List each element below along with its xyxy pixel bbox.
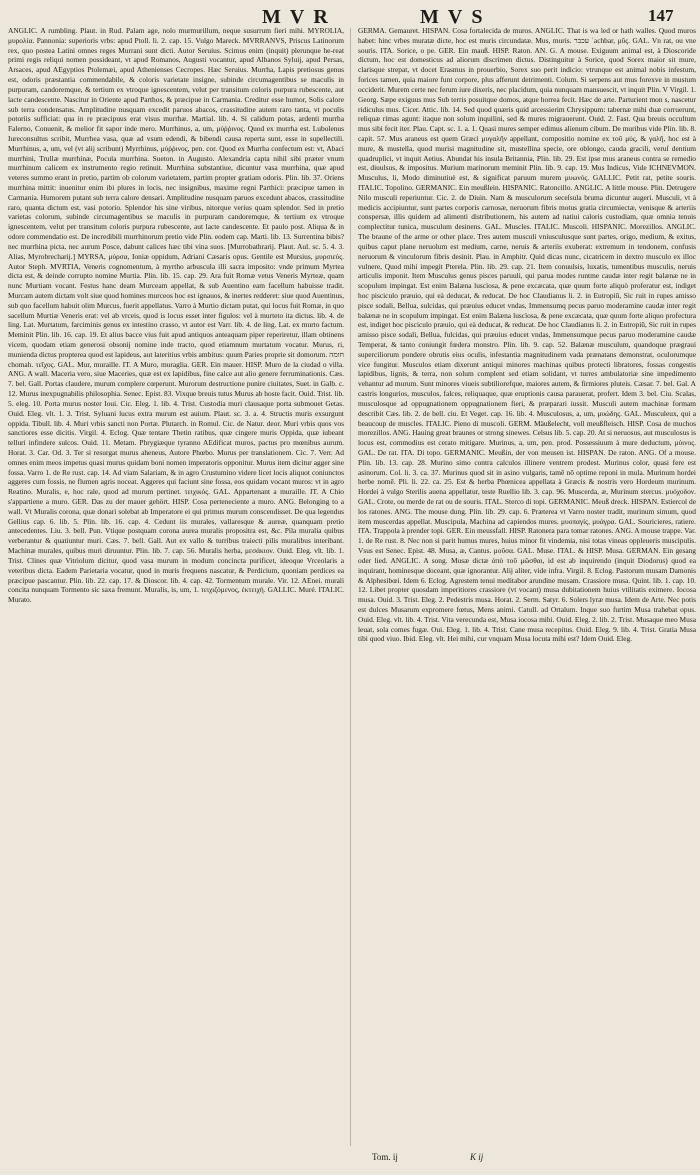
left-column-text: ANGLIC. A rumbling. Plaut. in Rud. Palam age, nolo murmurillum, neque susurrum fieri mihi. MYROLIA, μυρολία. Pannonia: superioris vrbs: apud Ptoll. li. 2. cap. 15. Vulgo Mareck. MVRRANVS, Priscus Latinorum rex, quo postea Latini omnes reges Murrani sunt dicti. Autor Seruius. Scimus enim (inquit) plerunque he-reat primi regis reliqui nomen possideant, vt apud Romanos, Augusti vocantur, apud Albanos Syluij, apud Persas, Arsaces, apud AEgyptios Ptolemæi, apud Athenienses Cecropes. Hæc Seruius. Murrha, Lapis pretiosus genus est, odoris præstantia commendabile, & coloris varietate insigne, subinde circumagentibus se maculis in purpuram, candoremque, & tertium ex vtroque ignescentem, velut per transitum coloris purpura rubescente, aut lacte candescente. Nascitur in Oriente apud Parthos, & præcipue in Carmania. Creditur esse humor, Solis calore sub terra condensatus. Amplitudine nusquam excedit paruos abacos, crassitudine autem raro tanta, vt poculis potoriis sufficiat: qua in re præcipuus erat visus murrhæ. Martial. lib. 4. Si calidum potas, ardenti murrha Falerno, Conuenit, & melior fit sapor inde mero. Murrhinus, a, um, μύῤῥινος. Quod ex murrha est. Lubolenus Iureconsultus scribit, Murrhea vasa, quæ ad vsum edendi, & bibendi causa reperta sunt, esse in supellectili. Murrhinus, a, um, vel (vt alij scribunt) Myrrhinus, μύῤῥινος, pen. cor. Quod ex Murrha confectum est: vt, Abaci murrhini, Trullæ murrhinæ, Pocula murrhina. Sueton. in Augusto. Alexandria capta nihil sibi præter vnum murrhinum calicem ex instrumento regio retinuit. Murrhina substantiue, dicuntur vasa murrhina, quæ apud veteres summo erant in pretio, partim ob colorum varietatem, partim propter gratiam odoris. Plin. lib. 37. Oriens murrhina mittit: inuenitur enim ibi plures in locis, nec insignibus, maxime regni Parthici: præcipue tamen in Carmania. Humorem putant sub terra calore densari. Amplitudine nusquam paruos excedunt abacos, crassitudine raro, quanta dictum est, vasi potorio. Splendor his sine viribus, nitorque verius quam splendor. Sed in pretio varietas colorum, subinde circumagentibus se maculis in purpuram candoremque, & tertium ex vtroque ignescentem, velut per transitum coloris purpura rubescente, aut lacte candescente. Et paulo post. Aliqua & in odore commendatio est. De incredibili murrhinorum pretio vide Plin. eodem cap. Marti. lib. 13. Surrentina bibis? nec murrhina picta, nec aurum Posce, dabunt calices hæc tibi vina suos. [Murrobathrarij. Plaut. Aul. sc. 5. 4. 3. Alias, Myrobrecharij.] MYRSA, μύρσα, Ioniæ oppidum, Adriani Cæsaris opus. Gentile est Mursius, μυρσιεύς. Autor Steph. MVRTIA, Veneris cognomentum, à myrtho arbuscula illi sacra imposito: vnde primum Myrtea dicta est, & deinde corrupto nomine Murtia. Plin. lib. 15. cap. 29. Ara fuit Romæ vetus Veneris Myrteæ, quam nunc Murtiam vocant. Festus hanc deam Murceam appellat, & sub Auentino eam facellum habuisse tradit. Murcam autem dictam volt siue quod homines murceos hoc est ignauos, & inertes redderet: siue quod Auentinus, sub quo facellum habuit olim Murcus, fuerit appellatus. Varro à Murtio dictam putat, qui locus fuit Romæ, in quo sacellum Murtiæ Veneris erat: vel ab vrceis, quod is locus esset inter figulos: vel à murteto ita dictus. lib. 4. de ling. Lat. Murtatum, farciminis genus ex intestino crasso, vt autor est Varr. lib. 4. de ling. Lat. ex murto factum. Meminit Plin. lib. 16. cap. 19. Et alius bacce vius fuit apud antiquos anteaquam piper reperiretur, illam obtinens vicem, quodam etiam generosi obsonij nomine inde tracto, quod etiamnum murtatum vocatur. Murus, ri, munienda dictus propterea quod est lapideus, aut lateritius vrbis ambitus: quum Paries proprie sit domorum. חומה chomah. τεῖχος. GAL. Mur, muraille. IT. A Muro, muraglia. GER. Ein mauer. HISP. Muro de la ciudad o villa. ANG. A wall. Maceria vero, siue Maceries, quæ est ex lapidibus, fine calce aut alio genere ferruminationis. Cæs. 7. bel. Gall. Portas claudere, murum complere cœperunt. Murorum destructione punire ciuitates, Suet. in Galb. c. 12. Murus inexpugnabilis philosophia. Senec. Epist. 83. Vixque breuis tutus Murus ab hoste facit. Ouid. Trist. lib. 5. eleg. 10. Porta murus noster Ioui. Cic. Eleg. 1. lib. 4. Trist. Custodia muri clausaque porta submouet Getas. Ouid. Eleg. vlt. 1. 3. Trist. Syluani lucus extra murum est auium. Plaut. sc. 3. a. 4. Structis muris exsurgunt oppida. Tibull. lib. 4. Muri vrbis sancti non Portæ. Plutarch. in Romul. Cic. de Natur. deor. Muri vrbis quos vos sanctiores esse dicitis. Virgil. 4. Eclog. Quæ tentare Thetin ratibus, quæ cingere muris Oppida, quæ iubeant telluri infindere sulcos. Ouid. 11. Metam. Phrygiæque tyranno AEdificat muros, pactus pro mœnibus aurum. Horat. 3. Car. Od. 3. Ter si resurgat murus aheneus, Autore Phœbo. Murus per translationem. Cic. 7. Verr. Ad omnes enim meos impetus quasi murus quidam boni nomen imperatoris opponitur. Murus item dicitur agger sine fossa. Varro 1. de Re rust. cap. 14. Ad viam Salariam, & in agro Crustumino videre licet locis aliquot coniunctos aggeres cum fossis, ne flumen agris noceat. Aggeres qui faciunt sine fossa, eos quidam vocant muros: vt in agro Reatino. Muralis, e, hoc rale, quod ad murum pertinet. τειχικός. GAL. Appartenant a muraille. IT. A Chio s'appartiene a muro. GER. Das zu der mauer gehört. HISP. Cosa perteneciente a muro. ANG. Belonging to a wall. Vt Muralis corona, quæ donari solebat ab Imperatore ei qui primus murum conscendisset. De qua legendus Gellius cap. 6. lib. 5. Plin. lib. 16. cap. 4. Cedunt iis murales, vallaresque & aureæ, quanquam pretio antecedentes. Liu. 3. bell. Pun. Vtique postquam corona aurea muralis propositra est, &c. Pila muralia quibus verberantur & quatiuntur muri. Cæs. 7. bell. Gall. Aut ex vallo & turribus traiecti pilis muralibus interibant. Machinæ murales, quibus muri diruuntur. Plin. lib. 7. cap. 56. Muralis herba, μεσάκιον. Ouid. Eleg. vlt. lib. 1. Trist. Clines quæ Vitriolum dicitur, quod vasa murum in modum concincta purificet, ideoque Vrceolaris a veteribus dicta. Eadem Parietaria vocatur, quod in muris frequens nascatur, & Perdicium, quoniam perdices ea præcipue pascantur. Plin. lib. 22. cap. 17. & Dioscor. lib. 4. cap. 42. Tormentum murale. Vir. 12. AEnei. murali concita nunquam Tormento sic saxa fremunt. Muralis, is, um, 1. τειχιζόμενος, ἐκτειχή. GALLIC. Muré. ITALIC. Murato. <box>8 26 344 605</box>
page-number: 147 <box>648 6 674 25</box>
column-divider <box>350 28 351 1146</box>
running-head-left: MVR <box>262 6 337 28</box>
right-column <box>358 26 696 1148</box>
left-column <box>8 26 344 1148</box>
signature-mark: K ij <box>470 1152 484 1162</box>
running-head-right: MVS <box>420 6 492 28</box>
volume-mark: Tom. ij <box>372 1152 398 1162</box>
right-column-text: GERMA. Gemauret. HISPAN. Cosa fortalecida de muros. ANGLIC. That is wa led or hath walles. Quod muros habet: hinc vrbes muratæ dicte, hoc est muris circundatæ. Mus, muris. עכבר ʿachbar, μῦς. GAL. Vn rat, ou vne souris. ITA. Sorice, o pe. GER. Ein mauß. HISP. Raton. AN. G. A mouse. Exiguum animal est, à Dioscoride dictum, hoc est domesticus ad aliorum discrimen dictus. Distinguitur à Sorice, quod Sorex maior sit mure, clarisque strepat, vt docet Erasmus in prouerbio, Sorex suo perit indicio: vtrunque est animal nobis infestum, forices tamen, quia maiore funt corpore, plus afferunt detrimenti. Colum. Si serpens aut mus forexve in mustum occiderit. Murem certe nec ferum iure dixeris, nec placidum, quia nunquam mansuescit, vt inquit Plin. V Virgil. 1. Georg. Sæpe exiguus mus Sub terris posuitque domos, atque horrea fecit. Hæc de arte. Parturient mon s, nascetur ridiculus mus. Cicer. Attic. lib. 14. Sed quod quæris quid arcessierim Chrysippum: tabernæ mihi duæ corruerunt, reliquæ rimas agunt: itaque non solum inquilini, sed & mures migrauerunt. Ouid. 2. Fast. Qua breuis occultum mus sibi fecit iter. Plau. Capt. sc. 1. a. 1. Quasi mures semper edimus alienum cibum. De muribus vide Plin. lib. 8. capit. 57. Mus araneus est quem Græci μυγαλῆν appellant, compositio nomine ex τοῦ μύς, & γαλῆ, hoc est à mure, & mustella, quod murisi magnitudine sit, mustellina specie, ore oblongo, cauda gracili, veruſ dentium quadruplici, vt inquit Aetius. Abundat his insula Britannia, Plin. lib. 29. Est ipse mus araneus contra se remedio est, diuulsus, & impositus. Murium marinorum meminit Plin. lib. 9. cap. 19. Mus Indicus, Vide ICHNEVMON. Musculus, li, Modo diminutiuè est, & significat paruum murem μυωνός. GALLIC. Petit rat, petite souris. ITALIC. Topolino. GERMANIC. Ein meußlein. HISPANIC. Ratoncillo. ANGLIC. A little mouse. Plin. Detrugere Nilo musculi reperiuntur. Cic. 2. de Diuin. Nam & musculorum seceſsula bruma dicuntur augeri. Musculi, vt à medicis accipiuntur, sunt partes corporis carnosæ, neruorum fibris motus gratia circumiectæ, venisque & arteriis conspersæ, illis quidem ad alimenti distributionem, his autem ad natiui caloris custodiam, quæ omnia tenuis complectitur tunica, musculum desinens. GAL. Muscles. ITALIC. Muscoli. HISPANIC. Morezillos. ANGLIC. The braune of the arme or other place. Tres autem musculi vniusculusque sunt partes, origo, medium, & exitus, quibus caput plane neruolum est medium, carne, neruis & arteriis exuberat: extremum in tendonem, confusis neruorum & vinculorum fibris desinit. Plau. in Amphitr. Quid dicas nunc, cicatricem in dextro musculo ex illoc vulnere, Quod mihi impegit Pterela. Plin. lib. 29. cap. 21. Item conuulsis, luxatis, tumentibus musculis, neruis articulis imponit. Item Musculus genus pisces paruuli, qui parua modes runtme caudæ inter regit balænæ ne in scopulum impingat. Est enim Balæna luscìosa, & pene excæcata, quæ quum forte aliquò proferatur est, indiget hoc pisciculo præuio, qui eà deducat, & reducat. De hoc Claudianus li. 2. in Eutropiū, Sic ruit in rupes amisso pisce sodali, Bellua, sulcidas, qui præuius educet vndas, Immensumq pecus paruo moderamine caudæ inter regit balænæ ne in scopulum impingat. Est enim Balæna luscìosa, & pene excæcata, quæ quum forte aliquo profectura est, indiget hoc pisciculo præuio, qui eà deducat, & reducat. De hoc Claudianus li. 2. in Eutropiū, Sic ruit in rupes amisso pisce sodali, Bellua, fulcidas, qui præuius educet vndas, Immensumque pecus paruo moderamine caudæ Temperat, & tanto coniungit fœdera monstro. Plin. lib. 9. cap. 52. Balænæ musculum, quandoque prægraui superciliorum pondere obrutis eius oculis, infestantia magnitudinem vada prænatans demonstrat, oculorumque vice fungitur. Musculos etiam dixerunt antiqui minores machinas quibus protecti libratores, fossas congestis lapidibus, lignis, & terra, non solum complent sed etiam solidant, vt turres ambulatoriæ sine impedimento vehantur ad murum. Sunt minores viueis subtiliorefque, maiores autem, & firmiores pluteis. Cæsar. 7. bel. Gal. A castris longurios, musculos, falces, reliquaque, quæ eruptionis causa parauerat, profert. Idem 3. bel. Ciu. Scalas, musculosque ad oppugnationem oppugnationem fieri, & præparari iussit. Musculi autem machinæ formam describit Cæs. lib. 2. de bell. ciu. Et Veget. cap. 16. lib. 4. Musculosus, a, um, μυώδης. GAL. Musculeux, qui a beaucoup de muscles. ITALIC. Pieno di muscoli. GERM. Mäußelecht, voll meußfleisch. HISP. Cosa de muchos morezillos. ANG. Hauing great braunes or strong sinewes. Celsus lib. 5. cap. 20. At si neruosus, aut musculosus is locus est, commodius est cerato mitigare. Murinus, a, um, pen. prod. Possessiuum à mure deductum, μύινος. GAL. De rat. ITA. Di topo. GERMANIC. Meußin, der von meusen ist. HISPAN. De raton. ANG. Of a mouse. Plin. lib. 13. cap. 28. Murino simo contra calculos illinere ventrem prodest. Murinus color, quasi fere est asinorum. Col. li. 3. ca. 37. Murinus quod sit in asino vulgaris, tamē nō optime reponi in mula. Murinum hordei herbe nomē. Pli. li. 22. ca. 25. Est & herba Phœnicea appellata à Græcis & nostris vero Hordeum murinum. Hordei à vulgo Sterilis auena appellatur, teste Ruellio lib. 3. cap. 96. Muscerda, æ, Murinum stercus. μυόχοδον. GAL. Crote, ou merde de rat ou de souris. ITAL. Sterco di topi. GERMANIC. Meuß dreck. HISPAN. Estiercol de los ratones. ANG. The mouse dung. Plin. lib. 29. cap. 6. Præterea vt Varro noster tradit, murinum simum, quod item muscerdas appellat. Muscipula, Machina ad capiendos mures. μυοπαγίς, μυάγρα. GAL. Souricieres, ratiere. ITA. Trappola à prender topi. GER. Ein meussfall. HISP. Ratonera para tomar ratones. ANG. A mouse trappe. Var. 1. de Re rust. 8. Nec non si parit humus mures, huius minor fit vindemia, nisi totas vineas oppleueris muscipulis. Vsus est Senec. Epist. 48. Musa, æ, Cantus. μοῦσα. GAL. Muse. ITAL. & HISP. Musa. GERMAN. Ein gesang oder lied. ANGLIC. A song. Musæ dictæ ἀπὸ τοῦ μῶσθαι, id est ab inquirendo (inquit Diodorus) quod ea inquirant, hominesque doceant, quæ ignorantur. Alij aliter, vide infra. Virgil. 8. Eclog. Pastorum musam Damonis & Alphesibœi. Idem 6. Eclog. Agrestem tenui meditabor arundine musam. Crassiore musa. Quint. lib. 1. cap. 10. 12. Libet propter quosdam imperitiores crassiore (vt vocant) musa dubitationem huius vtilitatis eximere. Iocosa musa. Ouid. 3. Trist. Eleg. 2. Pedestris musa. Horat. 2. Serm. Satyr. 6. Solers lyræ musa. Idem de Arte. Nec potis est dulces Musarum expromere fœtus, Mens animi. Catull. ad Ortalum. Inque suo furtim Musa trahebat opus. Ouid. Eleg. vlt. lib. 4. Trist. Vita verecunda est, Musa iocosa mihi. Ouid. Eleg. 2. lib. 2. Trist. Musaque meo Musa leuat, sola comes fugæ. Oui. Eleg. 1. lib. 4. Trist. Cane musa recepitus. Ouid. Eleg. 9. lib. 4. Trist. Gratia Musa tibi quod viuo. Ibid. Eleg. vlt. Hei mihi, cur vnquam Musa locuta mihi est? Idem Ouid. Eleg. <box>358 26 696 644</box>
page-footer <box>0 1150 700 1170</box>
